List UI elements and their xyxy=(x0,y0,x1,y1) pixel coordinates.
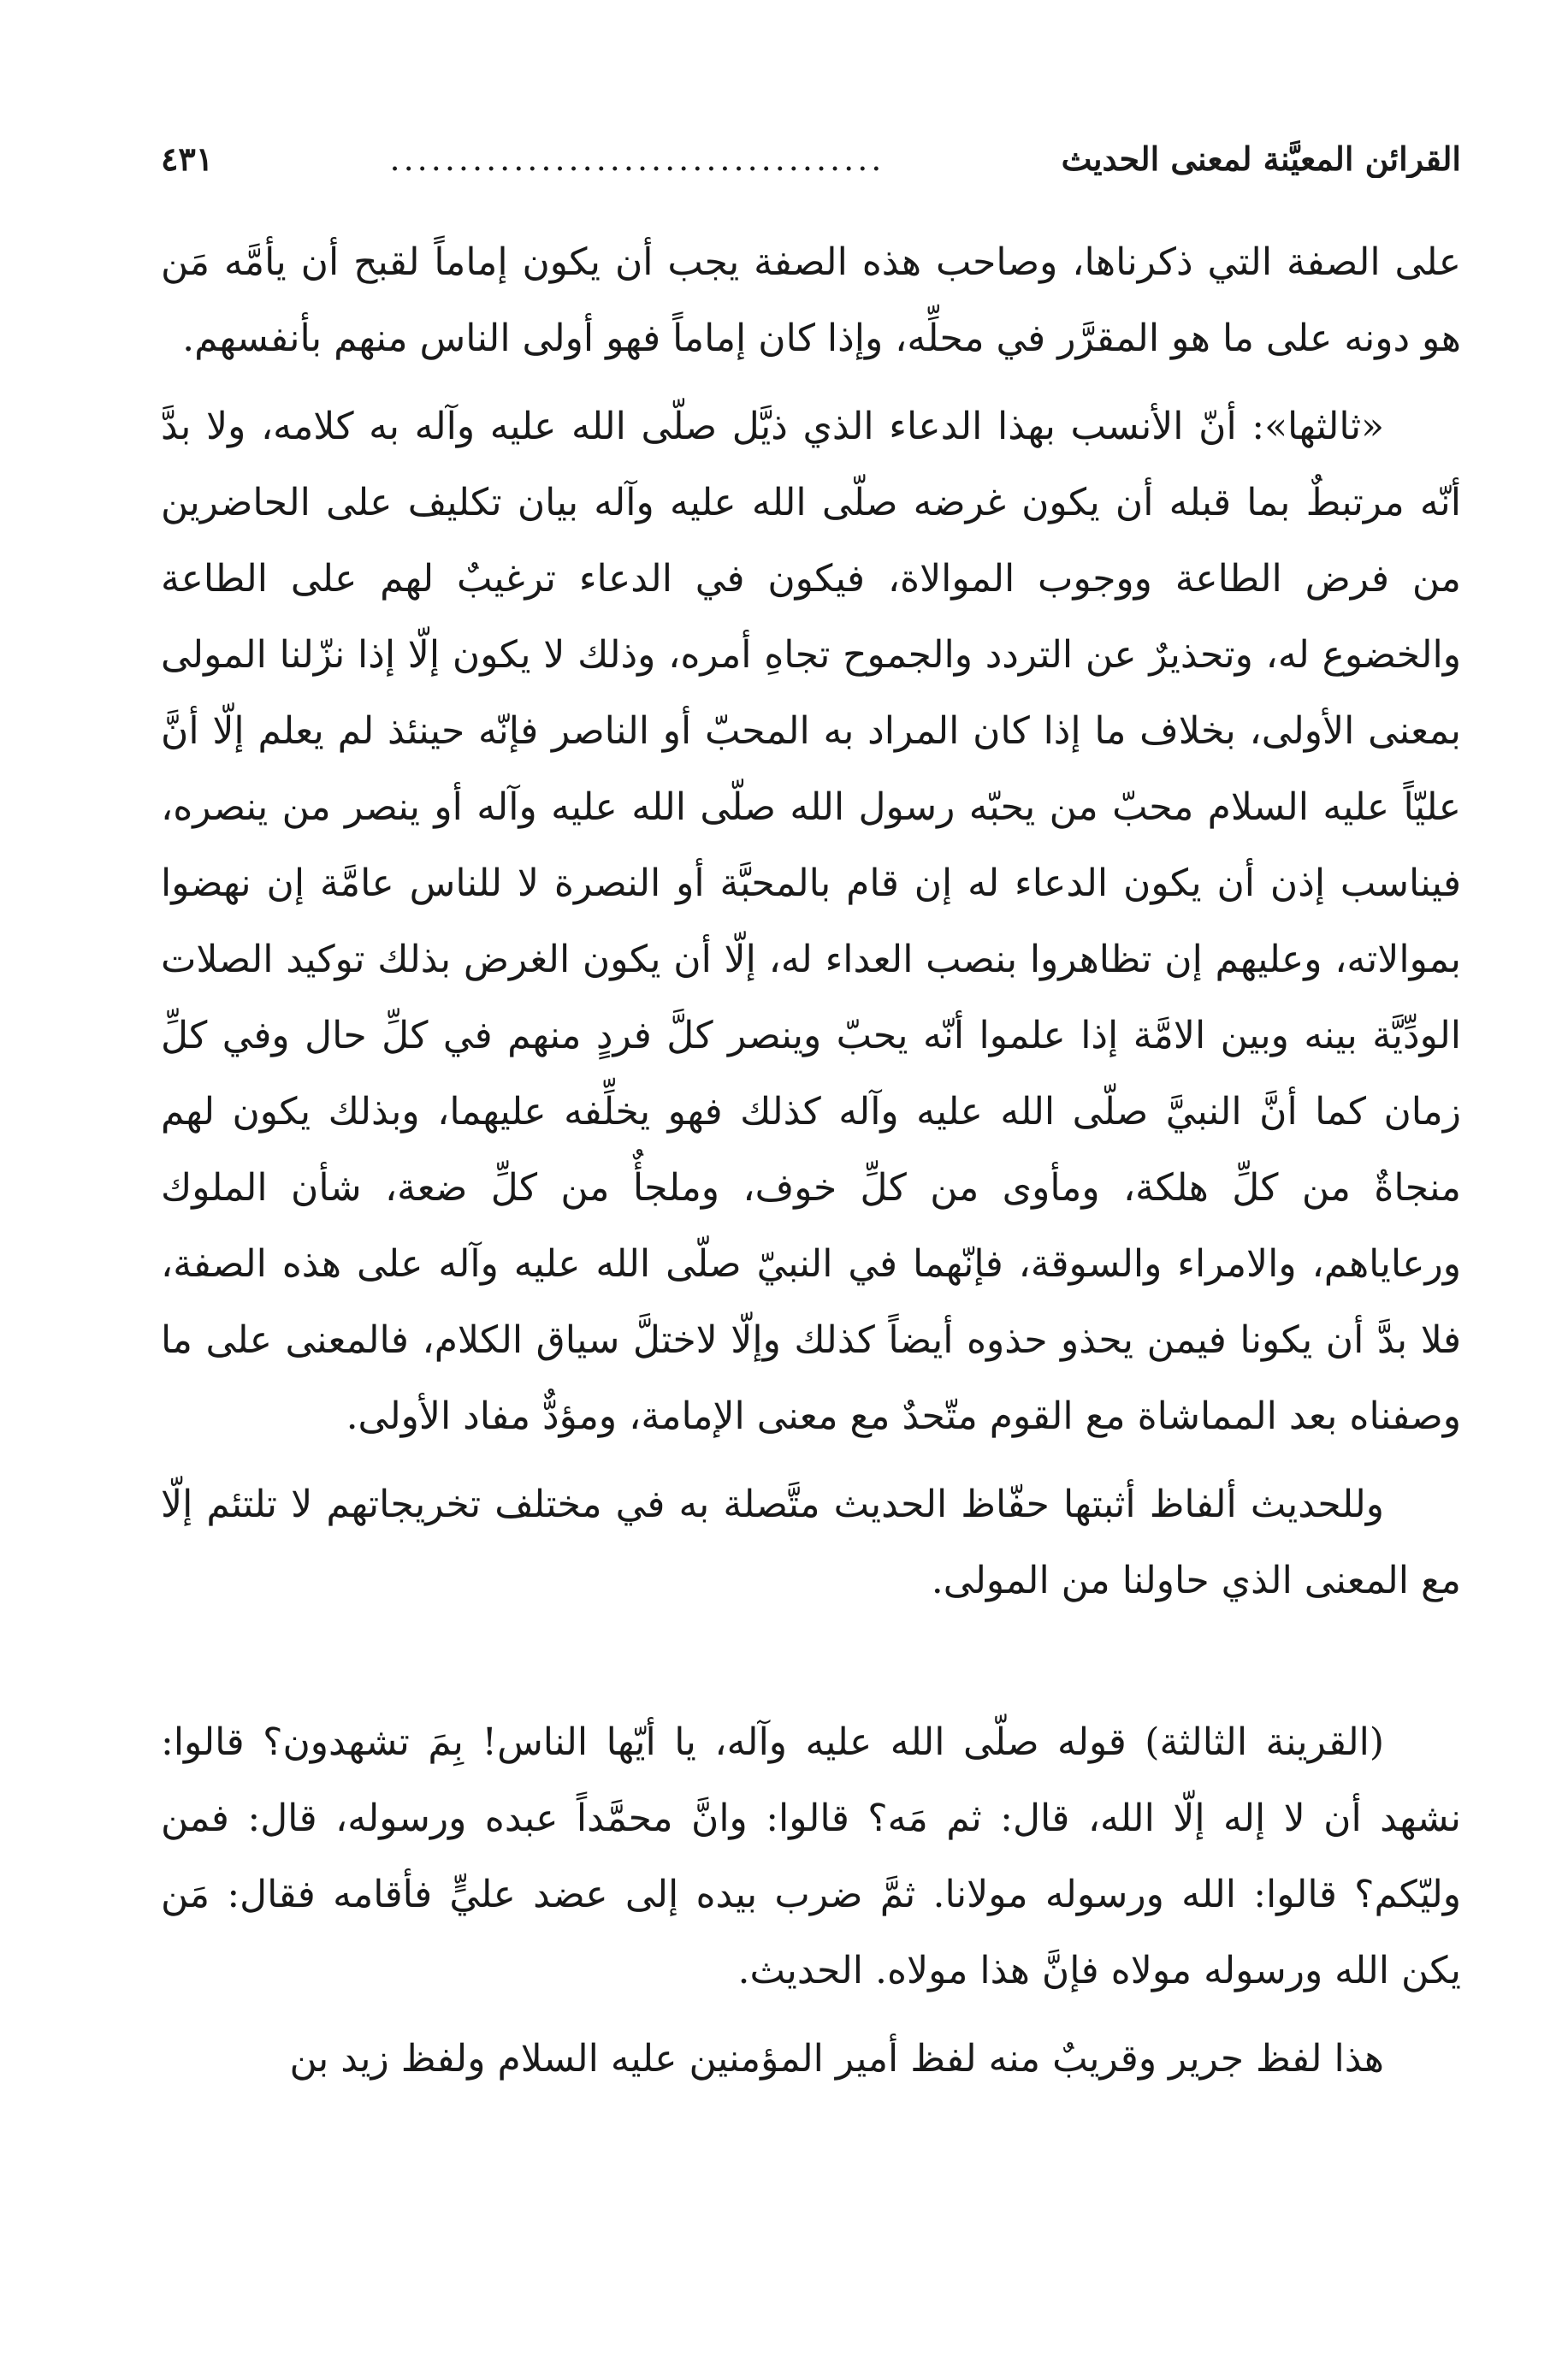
paragraph-continuation: على الصفة التي ذكرناها، وصاحب هذه الصفة يجب أن يكون إماماً لقبح أن يأمَّه مَن هو دونه على ما هو المقرَّر في محلِّه، وإذا كان إماماً فهو أولى الناس منهم بأنفسهم. xyxy=(161,240,1461,360)
page-number: ٤٣١ xyxy=(161,139,214,178)
body-text xyxy=(161,224,1461,2097)
running-title: القرائن المعيَّنة لمعنى الحديث xyxy=(1061,139,1461,178)
paragraph-jarir-wording: هذا لفظ جرير وقريبٌ منه لفظ أمير المؤمنين عليه السلام ولفظ زيد بن xyxy=(289,2037,1384,2081)
paragraph-third-point: «ثالثها»: أنّ الأنسب بهذا الدعاء الذي ذيَّل صلّى الله عليه وآله به كلامه، ولا بدَّ أنّه مرتبطٌ بما قبله أن يكون غرضه صلّى الله عليه وآله بيان تكليف على الحاضرين من فرض الطاعة ووجوب الموالاة، فيكون في الدعاء ترغيبٌ لهم على الطاعة والخضوع له، وتحذيرٌ عن التردد والجموح تجاهِ أمره، وذلك لا يكون إلّا إذا نزّلنا المولى بمعنى الأولى، بخلاف ما إذا كان المراد به المحبّ أو الناصر فإنّه حينئذ لم يعلم إلّا أنَّ عليّاً عليه السلام محبّ من يحبّه رسول الله صلّى الله عليه وآله أو ينصر من ينصره، فيناسب إذن أن يكون الدعاء له إن قام بالمحبَّة أو النصرة لا للناس عامَّة إن نهضوا بموالاته، وعليهم إن تظاهروا بنصب العداء له، إلّا أن يكون الغرض بذلك توكيد الصلات الودِّيَّة بينه وبين الامَّة إذا علموا أنّه يحبّ وينصر كلَّ فردٍ منهم في كلِّ حال وفي كلِّ زمان كما أنَّ النبيَّ صلّى الله عليه وآله كذلك فهو يخلِّفه عليهما، وبذلك يكون لهم منجاةٌ من كلِّ هلكة، ومأوى من كلِّ خوف، وملجأٌ من كلِّ ضعة، شأن الملوك ورعاياهم، والامراء والسوقة، فإنّهما في النبيّ صلّى الله عليه وآله على هذه الصفة، فلا بدَّ أن يكونا فيمن يحذو حذوه أيضاً كذلك وإلّا لاختلَّ سياق الكلام، فالمعنى على ما وصفناه بعد المماشاة مع القوم متّحدٌ مع معنى الإمامة، ومؤدٌّ مفاد الأولى. xyxy=(161,405,1462,1438)
running-header xyxy=(161,127,1461,178)
paragraph-third-indication: (القرينة الثالثة) قوله صلّى الله عليه وآله، يا أيّها الناس! بِمَ تشهدون؟ قالوا: نشهد أن لا إله إلّا الله، قال: ثم مَه؟ قالوا: وانَّ محمَّداً عبده ورسوله، قال: فمن وليّكم؟ قالوا: الله ورسوله مولانا. ثمَّ ضرب بيده إلى عضد عليٍّ فأقامه فقال: مَن يكن الله ورسوله مولاه فإنَّ هذا مولاه. الحديث. xyxy=(161,1720,1461,1992)
leader-dots: .................................... xyxy=(389,140,885,178)
paragraph-hadith-wordings: وللحديث ألفاظ أثبتها حفّاظ الحديث متَّصلة به في مختلف تخريجاتهم لا تلتئم إلّا مع المعنى الذي حاولنا من المولى. xyxy=(161,1483,1461,1602)
